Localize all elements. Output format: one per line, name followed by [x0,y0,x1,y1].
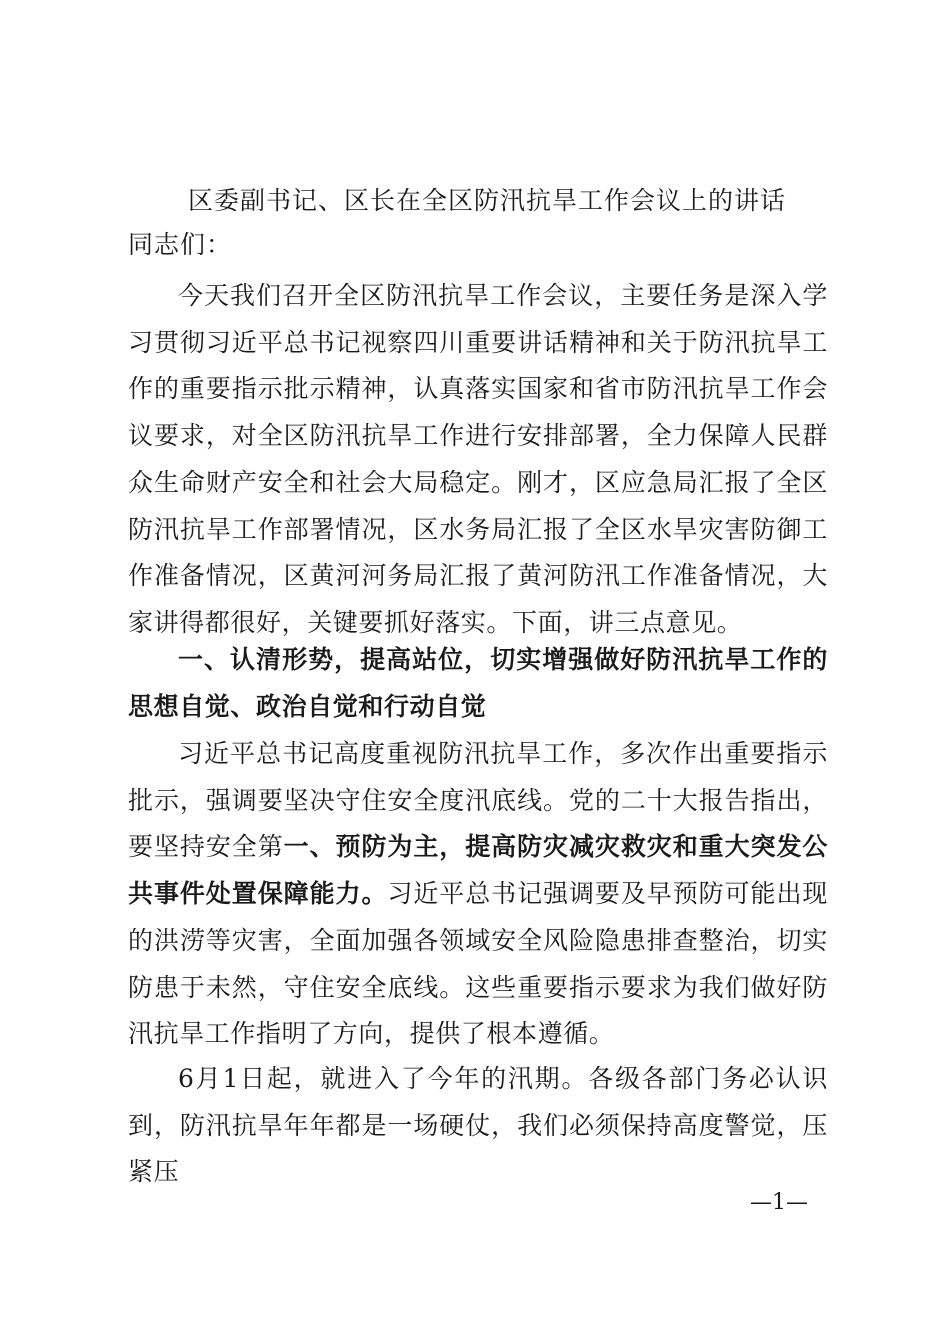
document-title: 区委副书记、区长在全区防汛抗旱工作会议上的讲话 [188,186,787,215]
page-number: —1— [750,1190,808,1215]
paragraph-section-1 [128,731,828,1058]
paragraph-text-plain-c: 习近平总书记强调要及早预防可能出现的洪涝等灾害，全面加强各领域安全风险隐患排查整治，切实防患于未然，守住安全底线。这些重要指示要求为我们做好防汛抗旱工作指明了方向，提供了根本遵循。 [128,879,828,1049]
paragraph-intro: 今天我们召开全区防汛抗旱工作会议，主要任务是深入学习贯彻习近平总书记视察四川重要讲话精神和关于防汛抗旱工作的重要指示批示精神，认真落实国家和省市防汛抗旱工作会议要求，对全区防汛抗旱工作进行安排部署，全力保障人民群众生命财产安全和社会大局稳定。刚才，区应急局汇报了全区防汛抗旱工作部署情况，区水务局汇报了全区水旱灾害防御工作准备情况，区黄河河务局汇报了黄河防汛工作准备情况，大家讲得都很好，关键要抓好落实。下面，讲三点意见。 [128,281,828,637]
paragraph-text-bold: 一、预防为主，提高防灾减灾救灾和重大突发公共事件处置保障能力。 [128,832,828,909]
salutation: 同志们： [128,230,233,259]
paragraph-text-plain-a: 习近平总书记高度重视防汛抗旱工作，多次作出重要指示批示，强调要坚决守住安全度汛底线。党的二十大报告指出，要坚持安全第 [128,739,828,862]
section-heading-1: 一、认清形势，提高站位，切实增强做好防汛抗旱工作的思想自觉、政治自觉和行动自觉 [128,645,828,721]
paragraph-flood-season: 6月1日起，就进入了今年的汛期。各级各部门务必认识到，防汛抗旱年年都是一场硬仗，我们必须保持高度警觉，压紧压 [128,1064,828,1187]
